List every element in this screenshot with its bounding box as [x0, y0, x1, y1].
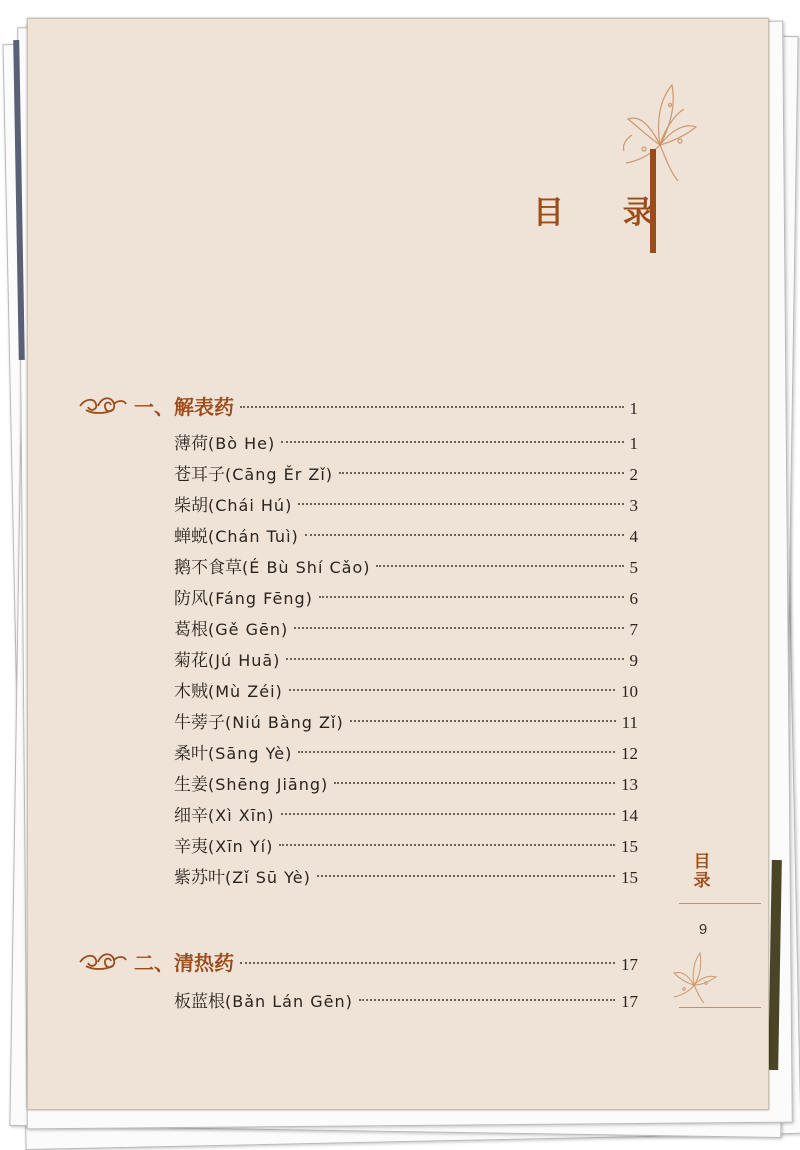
- herb-name: 木贼: [174, 682, 208, 702]
- herb-name: 苍耳子: [174, 465, 225, 485]
- toc-entry[interactable]: [174, 646, 638, 672]
- section-label: 二、清热药: [134, 951, 234, 975]
- page-number: 5: [629, 558, 638, 577]
- dot-leader: [305, 534, 624, 536]
- toc-section-2[interactable]: [78, 947, 638, 973]
- herb-pinyin: (Xīn Yí): [208, 837, 274, 856]
- herb-name: 葛根: [174, 620, 208, 640]
- dot-leader: [319, 596, 624, 598]
- side-section-label: 目录: [693, 852, 711, 891]
- herb-pinyin: (Xì Xīn): [208, 806, 275, 825]
- herb-name: 菊花: [174, 651, 208, 671]
- toc-entry[interactable]: [174, 553, 638, 579]
- page-number: 7: [629, 620, 638, 639]
- dot-leader: [298, 503, 623, 505]
- toc-page: [27, 18, 769, 1110]
- toc-entry[interactable]: [174, 770, 638, 796]
- herb-name: 桑叶: [174, 744, 208, 764]
- dot-leader: [286, 658, 623, 660]
- herb-name: 细辛: [174, 806, 208, 826]
- toc-entry[interactable]: [174, 708, 638, 734]
- toc-entry[interactable]: [174, 863, 638, 889]
- dot-leader: [334, 782, 615, 784]
- page-number: 1: [629, 399, 638, 418]
- herb-name: 柴胡: [174, 496, 208, 516]
- side-rule: [679, 903, 761, 904]
- herb-name: 生姜: [174, 775, 208, 795]
- toc-entry[interactable]: [174, 522, 638, 548]
- table-of-contents: [28, 19, 768, 1109]
- herb-name: 紫苏叶: [174, 868, 225, 888]
- herb-name: 防风: [174, 589, 208, 609]
- herb-pinyin: (Mù Zéi): [208, 682, 283, 701]
- dot-leader: [281, 441, 623, 443]
- page-number: 6: [629, 589, 638, 608]
- dot-leader: [317, 875, 615, 877]
- side-rule: [679, 1007, 761, 1008]
- herb-pinyin: (É Bù Shí Cǎo): [242, 558, 371, 577]
- toc-entry[interactable]: [174, 677, 638, 703]
- herb-pinyin: (Bǎn Lán Gēn): [225, 992, 353, 1011]
- herb-name: 板蓝根: [174, 992, 225, 1012]
- dot-leader: [279, 844, 615, 846]
- herb-pinyin: (Fáng Fēng): [208, 589, 313, 608]
- dot-leader: [281, 813, 615, 815]
- dot-leader: [240, 406, 624, 408]
- dot-leader: [359, 999, 615, 1001]
- herb-pinyin: (Cāng Ěr Zǐ): [225, 465, 334, 484]
- herb-name: 牛蒡子: [174, 713, 225, 733]
- page-number: 9: [629, 651, 638, 670]
- page-number: 15: [621, 868, 638, 887]
- page-number: 14: [621, 806, 638, 825]
- dot-leader: [376, 565, 623, 567]
- toc-entry[interactable]: [174, 739, 638, 765]
- dot-leader: [240, 962, 615, 964]
- toc-entry[interactable]: [174, 429, 638, 455]
- herb-pinyin: (Niú Bàng Zǐ): [225, 713, 344, 732]
- dot-leader: [339, 472, 623, 474]
- herb-pinyin: (Shēng Jiāng): [208, 775, 329, 794]
- page-number: 15: [621, 837, 638, 856]
- toc-entry[interactable]: [174, 491, 638, 517]
- herb-pinyin: (Jú Huā): [208, 651, 281, 670]
- herb-pinyin: (Chái Hú): [208, 496, 293, 515]
- section-label: 一、解表药: [134, 395, 234, 419]
- dot-leader: [289, 689, 615, 691]
- herb-pinyin: (Gě Gēn): [208, 620, 289, 639]
- magnolia-flower-icon: [670, 949, 718, 1005]
- swirl-ornament-icon: [78, 948, 128, 972]
- herb-pinyin: (Chán Tuì): [208, 527, 299, 546]
- toc-entry[interactable]: [174, 801, 638, 827]
- dot-leader: [294, 627, 623, 629]
- page-number: 10: [621, 682, 638, 701]
- herb-pinyin: (Zǐ Sū Yè): [225, 868, 311, 887]
- herb-name: 薄荷: [174, 434, 208, 454]
- toc-entry[interactable]: [174, 832, 638, 858]
- page-number: 17: [621, 992, 638, 1011]
- herb-pinyin: (Sāng Yè): [208, 744, 293, 763]
- dot-leader: [350, 720, 616, 722]
- swirl-ornament-icon: [78, 392, 128, 416]
- toc-entry[interactable]: [174, 987, 638, 1013]
- herb-name: 蝉蜕: [174, 527, 208, 547]
- side-page-number: 9: [698, 921, 708, 938]
- page-number: 17: [621, 955, 638, 974]
- page-number: 12: [621, 744, 638, 763]
- page-number: 11: [621, 713, 638, 732]
- toc-entry[interactable]: [174, 460, 638, 486]
- dot-leader: [298, 751, 615, 753]
- toc-entry[interactable]: [174, 584, 638, 610]
- herb-name: 辛夷: [174, 837, 208, 857]
- toc-section-1[interactable]: [78, 391, 638, 417]
- page-number: 3: [629, 496, 638, 515]
- page-title: 目 录: [533, 195, 678, 231]
- page-number: 13: [621, 775, 638, 794]
- page-number: 4: [629, 527, 638, 546]
- page-number: 1: [629, 434, 638, 453]
- page-number: 2: [629, 465, 638, 484]
- herb-name: 鹅不食草: [174, 558, 242, 578]
- toc-entry[interactable]: [174, 615, 638, 641]
- herb-pinyin: (Bò He): [208, 434, 276, 453]
